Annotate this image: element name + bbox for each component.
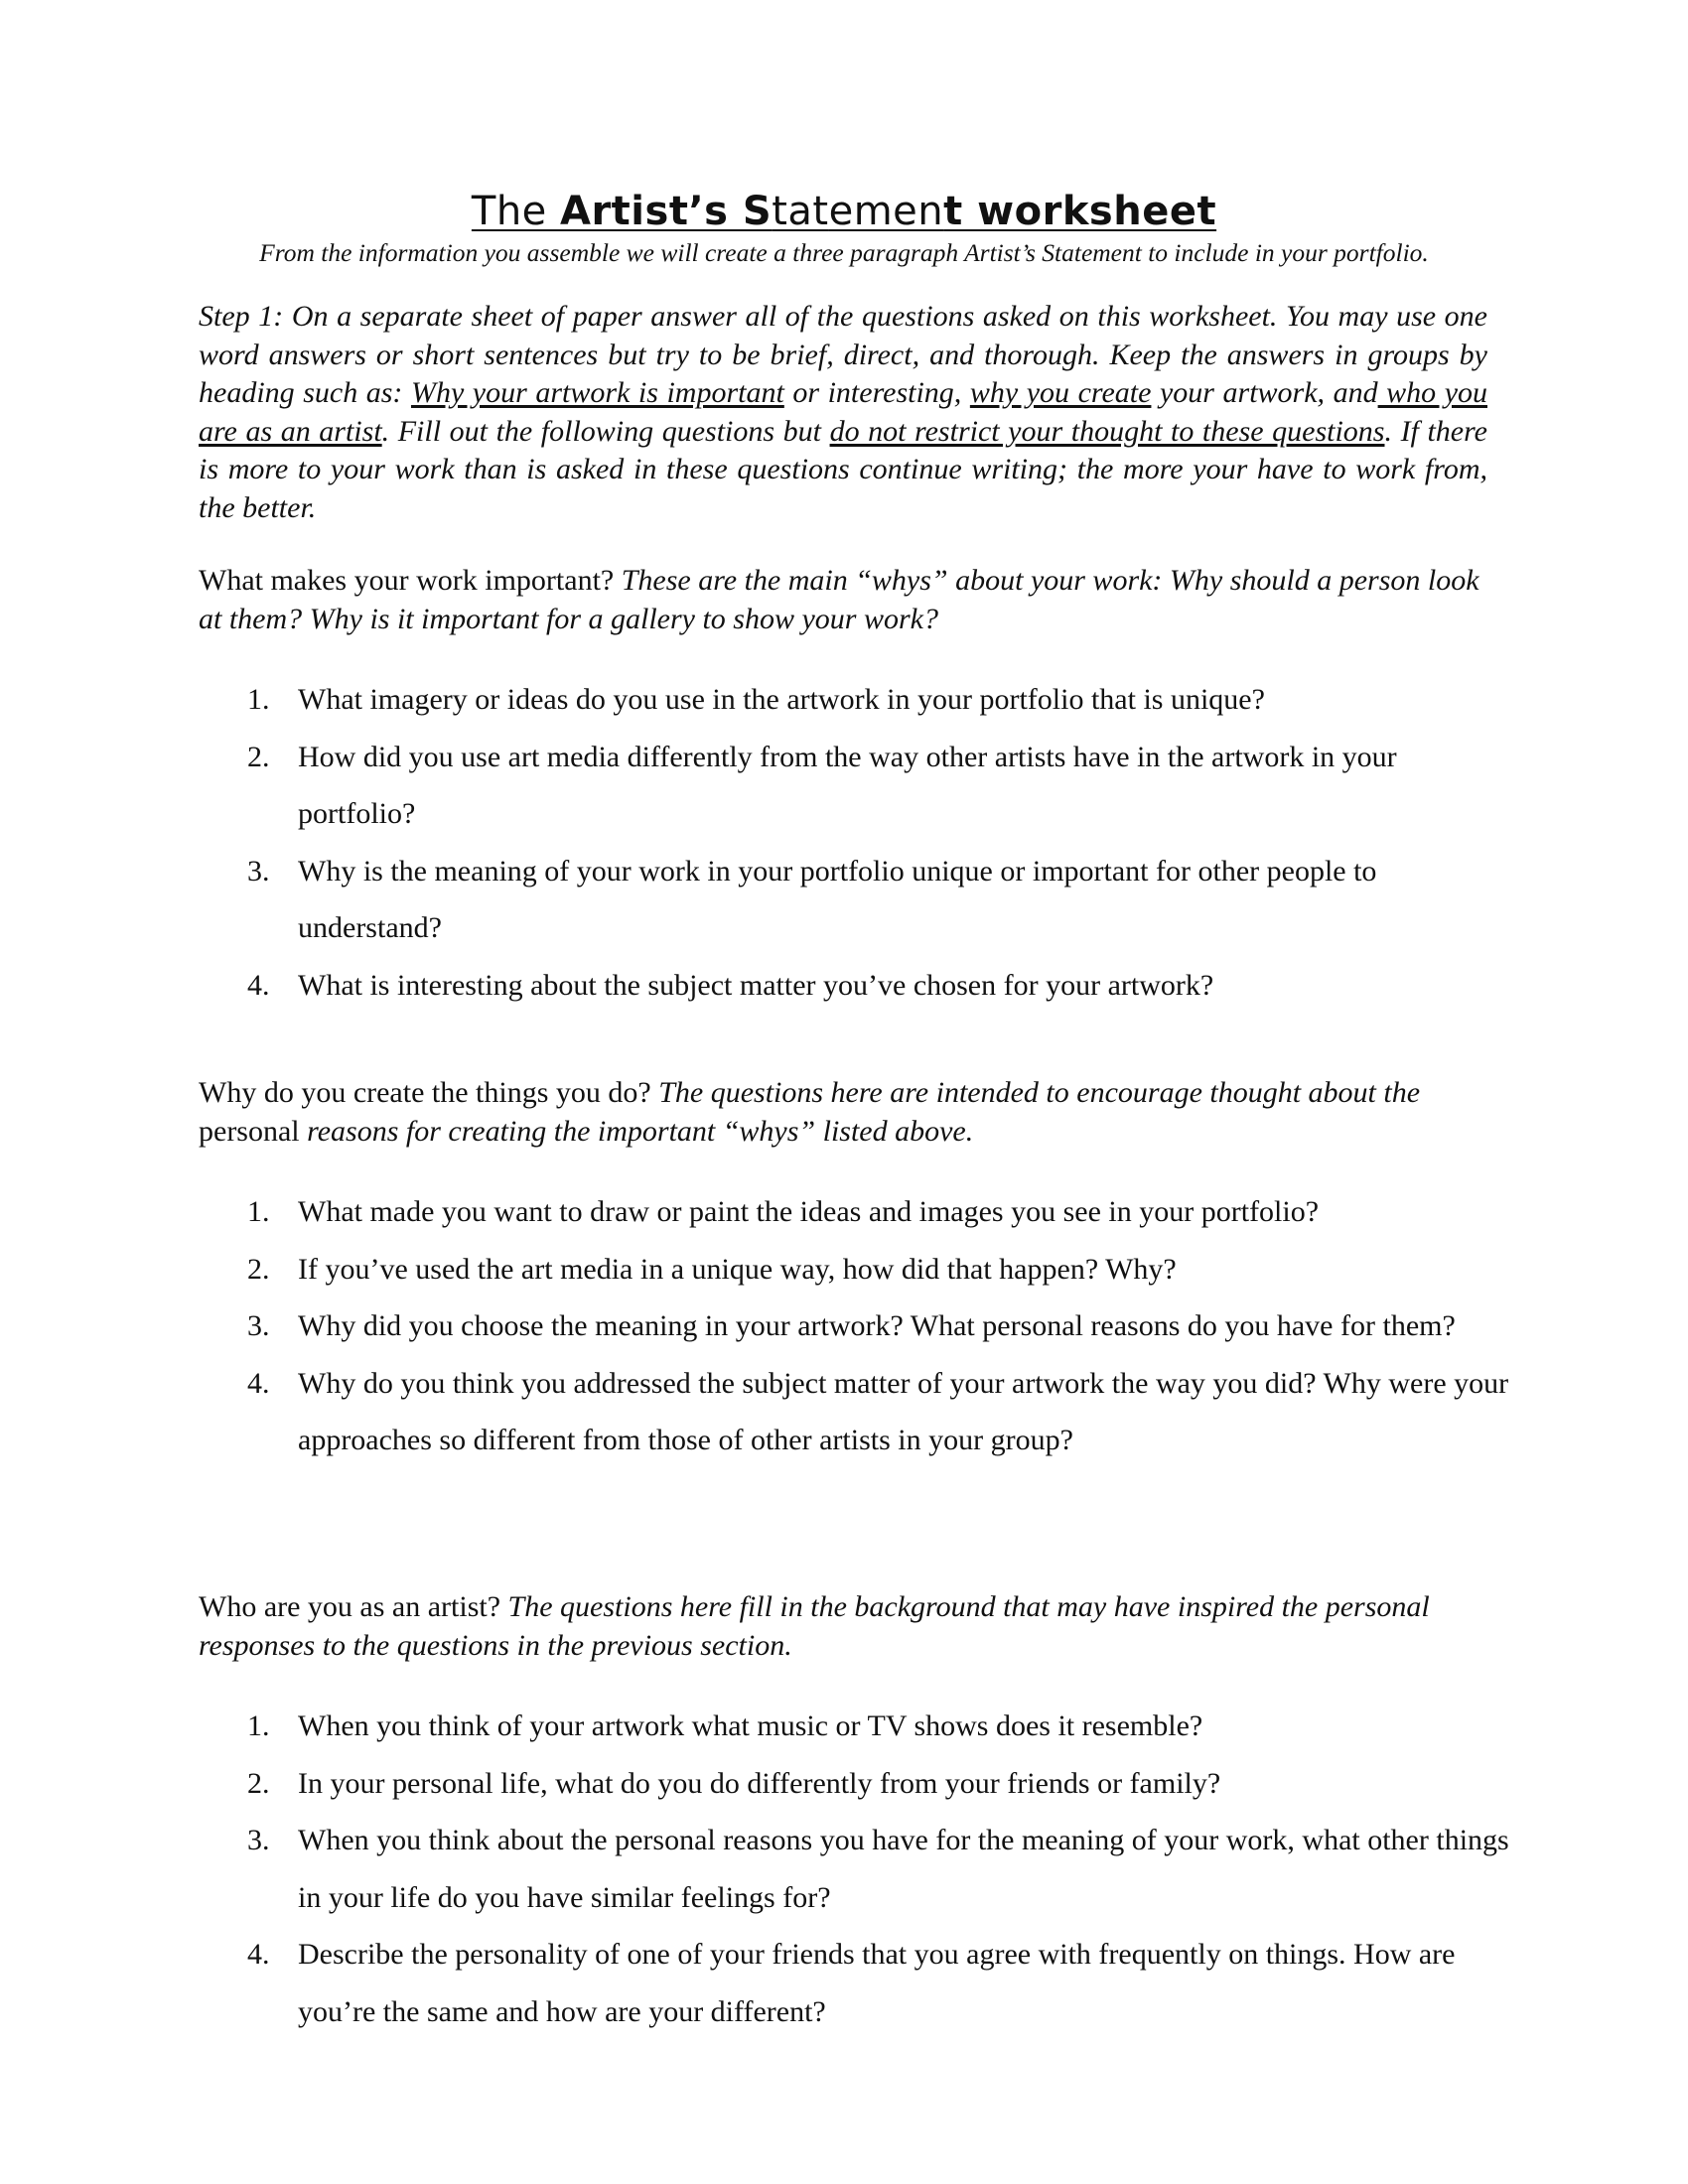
step-text: . If there is more to your work than is asked in these questions continue writing; the more your have to work from, the better.: [199, 414, 1487, 524]
step-text: . Fill out the following questions but: [381, 414, 830, 448]
title-part: The: [471, 189, 560, 234]
question-item: [199, 843, 1509, 957]
question-text: In your personal life, what do you do differently from your friends or family?: [298, 1766, 1221, 1800]
question-number: 1.: [247, 1709, 270, 1742]
step-underlined: do not restrict your thought to these questions: [829, 414, 1385, 448]
question-text: Why do you think you addressed the subject matter of your artwork the way you did? Why were your approaches so different from those of other artists in your group?: [298, 1366, 1509, 1456]
question-number: 3.: [247, 1309, 270, 1342]
section-heading: What makes your work important?: [199, 564, 615, 597]
step-1-instructions: [199, 298, 1487, 527]
worksheet-title: [0, 185, 1688, 238]
question-text: When you think about the personal reasons you have for the meaning of your work, what other things in your life do you have similar feelings for?: [298, 1824, 1509, 1914]
worksheet-subtitle: From the information you assemble we will create a three paragraph Artist’s Statement to include in your portfolio.: [259, 238, 1429, 267]
question-item: [199, 1812, 1509, 1926]
section-important-questions: [199, 671, 1509, 1014]
question-item: [199, 1241, 1509, 1298]
question-number: 2.: [247, 740, 270, 773]
question-number: 3.: [247, 854, 270, 887]
question-number: 1.: [247, 683, 270, 716]
section-why-create-intro: [199, 1074, 1509, 1151]
question-text: If you’ve used the art media in a unique way, how did that happen? Why?: [298, 1252, 1177, 1286]
question-item: [199, 729, 1509, 843]
section-description: The questions here are intended to encourage thought about the: [650, 1076, 1421, 1109]
section-description: reasons for creating the important “whys” listed above.: [299, 1114, 974, 1148]
question-text: Why did you choose the meaning in your artwork? What personal reasons do you have for them?: [298, 1309, 1456, 1342]
question-number: 4.: [247, 1938, 270, 1971]
section-who-are-you-intro: [199, 1588, 1509, 1665]
question-number: 1.: [247, 1195, 270, 1228]
step-underlined: why you create: [969, 376, 1152, 409]
question-text: Why is the meaning of your work in your portfolio unique or important for other people to understand?: [298, 854, 1377, 944]
question-item: [199, 1355, 1509, 1469]
title-part: emen: [828, 189, 944, 234]
section-heading: Who are you as an artist?: [199, 1590, 501, 1623]
title-part: t worksheet: [943, 189, 1217, 234]
question-item: [199, 671, 1509, 729]
question-number: 4.: [247, 968, 270, 1002]
step-text: your artwork, and: [1151, 376, 1378, 409]
question-number: 4.: [247, 1366, 270, 1400]
step-text: Step 1: On a separate sheet of paper answer all of the questions asked on this worksheet. You may use one word answers or short sentences but try to be brief, direct, and thorough. Keep the answers in groups by heading such as:: [199, 300, 1487, 409]
question-item: [199, 1755, 1509, 1813]
question-text: Describe the personality of one of your friends that you agree with frequently on things. How are you’re the same and how are your different?: [298, 1938, 1456, 2028]
question-text: What is interesting about the subject matter you’ve chosen for your artwork?: [298, 968, 1214, 1002]
section-important-intro: [199, 562, 1509, 638]
question-text: What made you want to draw or paint the ideas and images you see in your portfolio?: [298, 1195, 1320, 1228]
title-part: Artist’s S: [560, 189, 773, 234]
step-text: or interesting,: [783, 376, 970, 409]
question-item: [199, 957, 1509, 1015]
section-heading: Why do you create the things you do?: [199, 1076, 651, 1109]
question-text: What imagery or ideas do you use in the artwork in your portfolio that is unique?: [298, 683, 1265, 716]
section-description: The questions here fill in the background that may have inspired the personal responses to the questions in the previous section.: [199, 1590, 1430, 1662]
question-text: How did you use art media differently from the way other artists have in the artwork in your portfolio?: [298, 740, 1397, 830]
question-item: [199, 1698, 1509, 1755]
section-who-are-you-questions: [199, 1698, 1509, 2040]
step-underlined: who you are as an artist: [199, 376, 1488, 448]
section-description-plain: personal: [199, 1114, 300, 1148]
question-item: [199, 1297, 1509, 1355]
question-text: When you think of your artwork what music or TV shows does it resemble?: [298, 1709, 1203, 1742]
question-item: [199, 1183, 1509, 1241]
section-description: These are the main “whys” about your work: Why should a person look at them? Why is it important for a gallery to show your work?: [199, 564, 1479, 635]
question-number: 3.: [247, 1824, 270, 1856]
question-number: 2.: [247, 1252, 270, 1286]
section-why-create-questions: [199, 1183, 1509, 1469]
question-number: 2.: [247, 1766, 270, 1800]
title-part: tat: [772, 189, 829, 234]
question-item: [199, 1926, 1509, 2040]
step-underlined: Why your artwork is important: [410, 376, 784, 409]
